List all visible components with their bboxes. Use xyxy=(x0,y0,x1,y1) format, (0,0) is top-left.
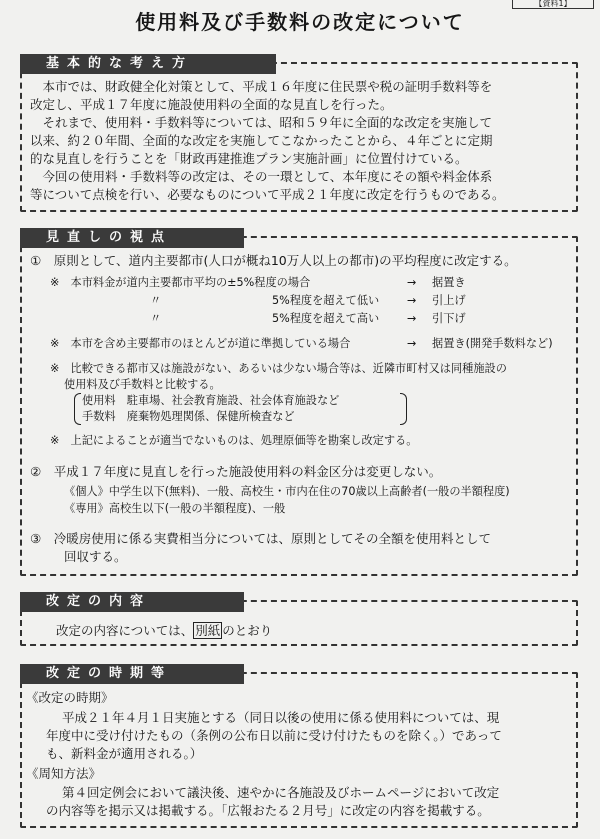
comparison-fee-item: 使用料 駐車場、社会教育施設、社会体育施設など xyxy=(82,394,340,407)
basic-line: 改定し、平成１７年度に施設使用料の全面的な見直しを行った。 xyxy=(30,97,393,112)
basic-approach-section xyxy=(20,56,578,212)
basic-line: 的な見直しを行うことを「財政再建推進プラン実施計画」に位置付けている。 xyxy=(30,151,468,166)
basic-line: 今回の使用料・手数料等の改定は、その一環として、本年度にその額や料金体系 xyxy=(30,169,493,184)
note-3: 使用料及び手数料と比較する。 xyxy=(64,378,221,391)
principle-2: ② 平成１７年度に見直しを行った施設使用料の料金区分は変更しない。 xyxy=(30,464,442,479)
fee-category: 《専用》高校生以下(一般の半額程度)、一般 xyxy=(64,502,286,515)
bracket-left xyxy=(74,393,81,425)
content-post: のとおり xyxy=(222,623,273,638)
rule-result: 据置き xyxy=(432,276,466,289)
fee-category: 《個人》中学生以下(無料)、一般、高校生・市内在住の70歳以上高齢者(一般の半額程度) xyxy=(64,485,510,498)
reference-tag: 【資料1】 xyxy=(512,0,594,9)
rule-note: ※ 本市料金が道内主要都市平均の±5%程度の場合 xyxy=(50,276,311,289)
publicity-line: 第４回定例会において議決後、速やかに各施設及びホームページにおいて改定 xyxy=(62,785,500,800)
rule-condition: 5%程度を超えて高い xyxy=(272,312,380,325)
timing-subheading: 《改定の時期》 xyxy=(26,690,114,705)
section-header: 見直しの視点 xyxy=(20,228,244,248)
timing-line: 年度中に受け付けたもの（条例の公布日以前に受け付けたものを除く。）であって xyxy=(46,728,502,743)
content-pre: 改定の内容については、 xyxy=(56,623,194,638)
principle-1: ① 原則として、道内主要都市(人口が概ね10万人以上の都市)の平均程度に改定する。 xyxy=(30,253,517,268)
rule-arrow: → xyxy=(407,312,417,325)
rule-arrow: → xyxy=(407,276,417,289)
appendix-reference: 別紙 xyxy=(195,623,221,638)
basic-line: 等について点検を行い、必要なものについて平成２１年度に改定を行うものである。 xyxy=(30,187,505,202)
rule-condition: 5%程度を超えて低い xyxy=(272,294,380,307)
revision-timing-section xyxy=(20,666,578,828)
note-2-result: 据置き(開発手数料など) xyxy=(432,337,553,350)
basic-line: 以来、約２０年間、全面的な改定を実施してこなかったことから、４年ごとに定期 xyxy=(30,133,493,148)
timing-line: 平成２１年４月１日実施とする（同日以後の使用に係る使用料については、現 xyxy=(62,710,500,725)
timing-line: も、新料金が適用される。） xyxy=(46,746,203,761)
bracket-right xyxy=(400,393,407,425)
rule-result: 引下げ xyxy=(432,312,466,325)
principle-3: ③ 冷暖房使用に係る実費相当分については、原則としてその全額を使用料として xyxy=(30,531,491,546)
note-3: ※ 比較できる都市又は施設がない、あるいは少ない場合等は、近隣市町村又は同種施設の xyxy=(50,362,507,375)
page-title: 使用料及び手数料の改定について xyxy=(135,10,465,34)
review-perspective-section xyxy=(20,230,578,576)
publicity-subheading: 《周知方法》 xyxy=(26,766,102,781)
ditto-mark: 〃 xyxy=(150,312,162,325)
basic-line: 本市では、財政健全化対策として、平成１６年度に住民票や税の証明手数料等を xyxy=(30,79,493,94)
note-2: ※ 本市を含め主要都市のほとんどが道に準拠している場合 xyxy=(50,337,351,350)
note-4: ※ 上記によることが適当でないものは、処理原価等を勘案し改定する。 xyxy=(50,434,418,447)
rule-arrow: → xyxy=(407,337,417,350)
section-header: 基本的な考え方 xyxy=(20,54,276,74)
publicity-line: の内容等を掲示又は掲載する。「広報おたる２月号」に改定の内容を掲載する。 xyxy=(46,803,490,818)
basic-line: それまで、使用料・手数料等については、昭和５９年に全面的な改定を実施して xyxy=(30,115,493,130)
revision-content-section xyxy=(20,594,578,646)
section-header: 改定の時期等 xyxy=(20,664,244,684)
section-header: 改定の内容 xyxy=(20,592,244,612)
rule-arrow: → xyxy=(407,294,417,307)
content-text xyxy=(56,622,272,639)
comparison-fee-item: 手数料 廃棄物処理関係、保健所検査など xyxy=(82,410,295,423)
rule-result: 引上げ xyxy=(432,294,466,307)
ditto-mark: 〃 xyxy=(150,294,162,307)
principle-3: 回収する。 xyxy=(64,549,127,564)
